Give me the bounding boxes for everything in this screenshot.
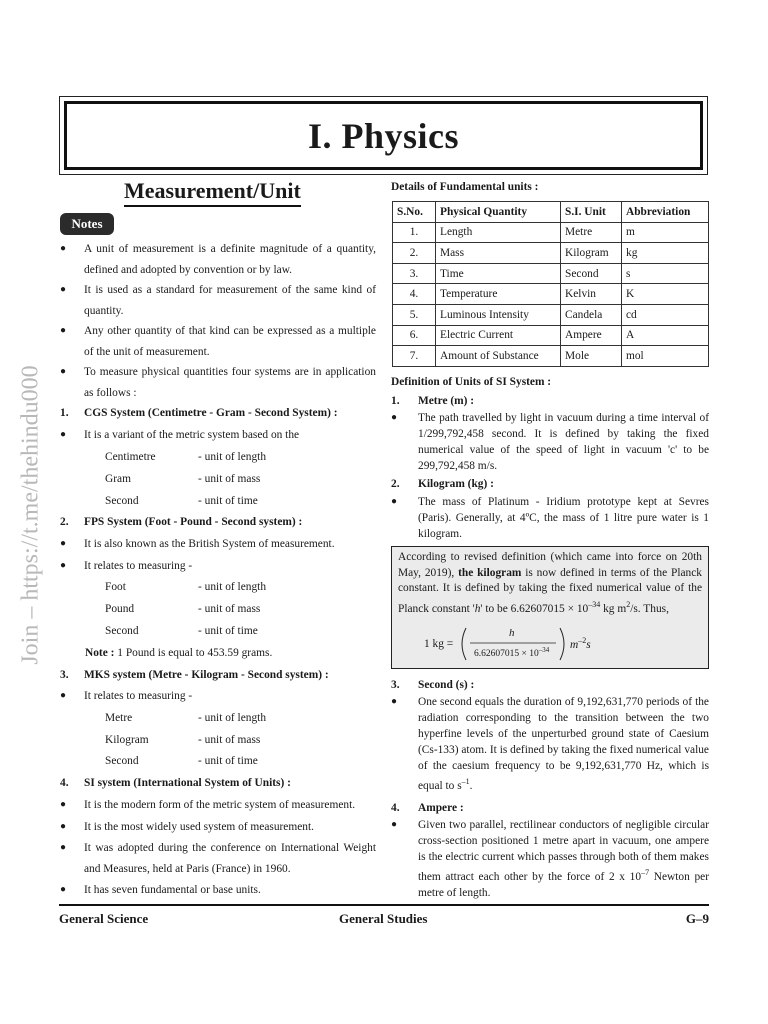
watermark-text: Join – https://t.me/thehindu000 [17,365,44,665]
bullet-item [60,321,376,362]
definition-title: Kilogram (kg) : [418,478,494,490]
bullet-icon: ● [60,325,67,336]
exponent: –34 [588,599,601,609]
ampere-end: Newton per metre of length. [418,870,709,899]
unit-desc: - unit of time [198,625,258,637]
formula-lhs: 1 kg = [424,638,454,650]
unit-desc: - unit of mass [198,603,261,615]
bullet-icon: ● [391,819,398,830]
table-cell: Electric Current [436,325,561,346]
bullet-item [60,838,376,879]
table-cell: Kilogram [561,243,622,264]
unit-row [105,730,365,750]
unit-name: Centimetre [105,451,156,463]
table-cell: Mole [561,346,622,367]
definition-heading [391,802,464,814]
page-title: I. Physics [307,115,460,156]
table-cell: Second [561,263,622,284]
rhs-m: m [570,638,579,651]
bullet-item [60,686,376,707]
box-bold-text: the kilogram [458,566,522,579]
table-cell: 5. [393,304,436,325]
second-text: One second equals the duration of 9,192,631,770 periods of the radiation corresponding to the transition between the two hyperfine levels of the unperturbed ground state of Caesium (Cs-133) atom. It is defined by taking the fixed numerical value of the caesium frequency to be 9,192,631,770 Hz, which is equal to s [418,696,709,792]
table-cell: Temperature [436,284,561,305]
formula-denominator [474,646,549,659]
table-row [393,346,709,367]
table-cell: 7. [393,346,436,367]
table-cell: m [622,222,709,243]
definition-text: The mass of Platinum - Iridium prototype kept at Sevres (Paris). Generally, at 4ºC, the mass of 1 litre pure water is 1 kilogram. [418,496,709,540]
bullet-text: Any other quantity of that kind can be expressed as a multiple of the unit of measurement. [84,325,376,358]
exponent: –2 [578,636,587,645]
unit-name: Kilogram [105,734,149,746]
note [85,643,272,663]
system-title: MKS system (Metre - Kilogram - Second system) : [84,669,329,681]
definition-heading [391,679,474,691]
table-cell: Mass [436,243,561,264]
second-end: . [469,779,473,792]
system-heading [60,403,380,423]
bullet-item [60,880,376,901]
table-cell: K [622,284,709,305]
table-cell: Time [436,263,561,284]
table-header-cell: Physical Quantity [436,202,561,223]
exponent: –34 [538,646,550,654]
definition-number: 1. [391,395,400,407]
ampere-text: Given two parallel, rectilinear conductors of negligible circular cross-section positioned 1 metre apart in vacuum, one ampere is the electric current which passes through both of them makes them attract each other by the force of 2 x 10 [418,819,709,883]
unit-row [105,447,365,467]
bullet-icon: ● [60,538,67,549]
bullet-icon: ● [60,799,67,810]
unit-name: Second [105,625,139,637]
table-row [393,263,709,284]
bullet-icon: ● [60,690,67,701]
system-number: 1. [60,407,69,419]
unit-desc: - unit of mass [198,473,261,485]
exponent: 2 [626,599,631,609]
unit-row [105,491,365,511]
definition-number: 3. [391,679,400,691]
unit-name: Gram [105,473,131,485]
unit-desc: - unit of length [198,712,267,724]
bullet-icon: ● [60,243,67,254]
table-cell: 2. [393,243,436,264]
bullet-text: It is the most widely used system of measurement. [84,821,314,833]
table-cell: Length [436,222,561,243]
box-text: is now defined in terms of the Planck constant. It is defined by taking the fixed numerical value of the Planck constant ' [398,566,702,615]
box-text: ' to be 6.62607015 × 10 [480,602,589,615]
table-cell: Kelvin [561,284,622,305]
unit-desc: - unit of mass [198,734,261,746]
system-number: 4. [60,777,69,789]
definition-text [418,817,709,901]
bullet-text: It is a variant of the metric system based on the [84,429,300,441]
bullet-icon: ● [60,560,67,571]
bullet-text: It is the modern form of the metric system of measurement. [84,799,356,811]
definition-heading [391,395,474,407]
footer-left: General Science [59,911,149,926]
table-row [393,222,709,243]
unit-desc: - unit of time [198,755,258,767]
bullet-icon: ● [391,496,398,507]
unit-row [105,469,365,489]
unit-row [105,599,365,619]
table-title: Details of Fundamental units : [391,181,539,193]
definition-body [391,494,709,542]
definition-number: 4. [391,802,400,814]
table-cell: Luminous Intensity [436,304,561,325]
system-number: 2. [60,516,69,528]
system-title: SI system (International System of Units) : [84,777,291,789]
table-cell: Metre [561,222,622,243]
bullet-item [60,534,376,555]
note-label: Note : [85,647,115,659]
unit-desc: - unit of time [198,495,258,507]
system-heading [60,512,380,532]
table-cell: s [622,263,709,284]
formula-rhs [570,636,591,651]
kilogram-formula [424,626,664,662]
unit-name: Pound [105,603,135,615]
bullet-icon: ● [60,366,67,377]
footer-center: General Studies [339,911,428,926]
fundamental-units-table [392,201,709,367]
bullet-icon: ● [60,429,67,440]
bullet-text: To measure physical quantities four systems are in application as follows : [84,366,376,399]
table-header-cell: S.I. Unit [561,202,622,223]
title-frame [64,101,703,170]
table-cell: 3. [393,263,436,284]
table-cell: A [622,325,709,346]
note-text: 1 Pound is equal to 453.59 grams. [114,647,273,659]
unit-row [105,577,365,597]
exponent: –1 [461,777,470,786]
right-paren [560,628,564,660]
unit-row [105,708,365,728]
table-cell: 1. [393,222,436,243]
table-cell: cd [622,304,709,325]
left-paren [462,628,466,660]
bullet-item [60,817,376,838]
bullet-text: It relates to measuring - [84,690,193,702]
bullet-item [60,795,376,816]
bullet-text: It was adopted during the conference on International Weight and Measures, held at Paris (France) in 1960. [84,842,376,875]
title-box [59,96,708,175]
bullet-icon: ● [391,696,398,707]
notes-badge: Notes [60,213,114,235]
unit-desc: - unit of length [198,581,267,593]
definition-title: Metre (m) : [418,395,475,407]
system-heading [60,665,380,685]
table-header-cell: S.No. [393,202,436,223]
table-cell: Ampere [561,325,622,346]
rhs-s: s [586,638,591,651]
unit-desc: - unit of length [198,451,267,463]
table-cell: Amount of Substance [436,346,561,367]
bullet-icon: ● [60,821,67,832]
table-cell: 6. [393,325,436,346]
system-heading [60,773,380,793]
definition-text: The path travelled by light in vacuum during a time interval of 1/299,792,458 second. It is defined by taking the fixed numerical value of the speed of light in vacuum 'c' to be 299,792,458 m/s. [418,412,709,472]
table-header-cell: Abbreviation [622,202,709,223]
unit-name: Metre [105,712,133,724]
bullet-icon: ● [60,284,67,295]
definition-title: Second (s) : [418,679,475,691]
box-text: According to revised definition (which came into force on 20th May, 2019), [398,551,702,579]
planck-symbol: h [474,602,481,615]
unit-name: Second [105,495,139,507]
table-cell: mol [622,346,709,367]
table-cell: 4. [393,284,436,305]
unit-row [105,751,365,771]
table-row [393,243,709,264]
unit-row [105,621,365,641]
system-number: 3. [60,669,69,681]
footer-page-number: G–9 [685,911,709,926]
definition-body [391,410,709,474]
table-header-row [393,202,709,223]
denominator-text: 6.62607015 × 10 [474,649,539,660]
exponent: –7 [641,868,650,877]
definition-text [418,694,709,794]
definition-body [391,694,709,794]
definition-body [391,817,709,901]
bullet-text: It relates to measuring - [84,560,193,572]
watermark [8,360,54,670]
bullet-text: It is also known as the British System of measurement. [84,538,335,550]
bullet-text: It has seven fundamental or base units. [84,884,261,896]
table-row [393,284,709,305]
bullet-icon: ● [391,412,398,423]
definition-number: 2. [391,478,400,490]
bullet-icon: ● [60,884,67,895]
bullet-icon: ● [60,842,67,853]
system-title: FPS System (Foot - Pound - Second system) : [84,516,303,528]
box-text: /s. Thus, [630,602,669,615]
bullet-text: A unit of measurement is a definite magnitude of a quantity, defined and adopted by convention or by law. [84,243,376,276]
definition-heading [391,478,494,490]
bullet-text: It is used as a standard for measurement of the same kind of quantity. [84,284,376,317]
system-title: CGS System (Centimetre - Gram - Second System) : [84,407,338,419]
unit-name: Foot [105,581,126,593]
definition-title: Ampere : [418,802,464,814]
table-cell: kg [622,243,709,264]
formula-numerator: h [509,627,515,639]
table-row [393,304,709,325]
definitions-title: Definition of Units of SI System : [391,376,552,388]
bullet-item [60,239,376,280]
box-text: kg m [600,602,627,615]
bullet-item [60,362,376,403]
bullet-item [60,280,376,321]
footer-divider [59,904,709,906]
bullet-item [60,425,376,446]
table-cell: Candela [561,304,622,325]
unit-name: Second [105,755,139,767]
table-row [393,325,709,346]
section-title: Measurement/Unit [124,178,301,207]
bullet-item [60,556,376,577]
